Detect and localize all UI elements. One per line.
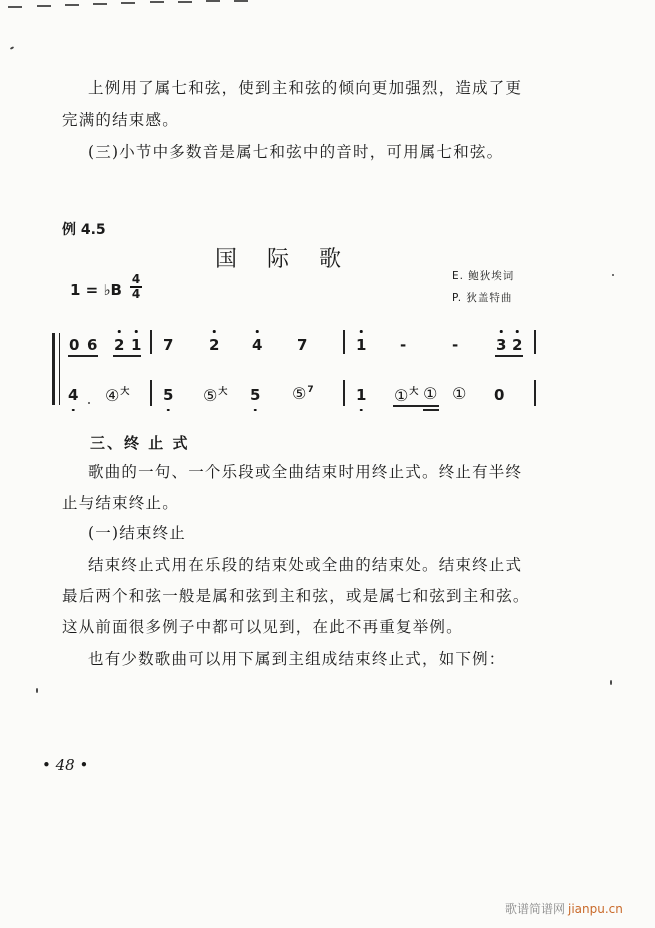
barline [343,380,345,406]
system-brace [52,333,60,405]
time-numerator: 4 [131,272,141,286]
watermark-site: 歌谱简谱网 [505,902,566,916]
watermark-url: jianpu.cn [568,902,623,916]
melody-note: 2 [209,336,219,354]
top-dash [150,1,164,3]
paragraph: 上例用了属七和弦，使到主和弦的倾向更加强烈，造成了更 [88,79,523,97]
lyricist-credit: E. 鲍狄埃词 [452,270,515,282]
top-dash [178,1,192,3]
scan-mark [10,46,14,50]
key-signature: 1 = ♭B [70,281,122,299]
song-title: 国际歌 [215,247,372,272]
melody-note: 4 [252,336,262,354]
barline [150,330,152,354]
augmentation-dot [88,402,90,404]
top-dash [234,0,248,2]
paragraph: 止与结束终止。 [62,494,179,512]
chord-symbol: ①$^大$ [394,386,419,405]
barline [534,380,536,406]
chord-symbol: ④$^大$ [105,386,130,405]
chord-symbol: ⑤$^7$ [292,384,314,403]
scan-mark [610,680,612,685]
melody-note: 3 [496,336,506,354]
paragraph: 这从前面很多例子中都可以见到，在此不再重复举例。 [62,618,463,636]
beam-underline [393,405,439,407]
subheading: (一)结束终止 [88,524,186,542]
top-dash [93,3,107,5]
melody-note: 0 [69,336,80,354]
section-heading: 三、终 止 式 [90,434,190,452]
melody-note: 7 [297,336,308,354]
barline [534,330,536,354]
beam-underline [68,355,98,357]
paragraph: 完满的结束感。 [62,111,179,129]
scan-mark [612,274,614,276]
melody-note: 1 [131,336,141,354]
top-dash [206,0,220,2]
chord-symbol: ① [452,384,467,403]
time-denominator: 4 [131,286,141,301]
paragraph: (三)小节中多数音是属七和弦中的音时，可用属七和弦。 [88,143,504,161]
melody-note: 7 [163,336,174,354]
melody-note: 2 [114,336,124,354]
beam-underline [495,355,523,357]
chord-symbol: ⑤$^大$ [203,386,228,405]
melody-dash: - [400,336,407,354]
paragraph: 最后两个和弦一般是属和弦到主和弦，或是属七和弦到主和弦。 [62,587,530,605]
paragraph: 也有少数歌曲可以用下属到主组成结束终止式，如下例： [88,650,506,668]
beam-underline [113,355,141,357]
chord-root: 5 [250,386,260,404]
top-dash [8,6,22,8]
rest: 0 [494,386,505,404]
melody-dash: - [452,336,459,354]
paragraph: 歌曲的一句、一个乐段或全曲结束时用终止式。终止有半终 [88,463,523,481]
paragraph: 结束终止式用在乐段的结束处或全曲的结束处。结束终止式 [88,556,523,574]
barline [343,330,345,354]
composer-credit: P. 狄盖特曲 [452,292,513,304]
example-label: 例 4.5 [62,222,106,238]
top-dash [65,4,79,6]
top-dash [121,2,135,4]
scan-mark [36,688,38,693]
beam-underline [423,409,439,411]
chord-root: 4 [68,386,78,404]
melody-note: 6 [87,336,98,354]
time-signature [130,273,142,301]
chord-root: 1 [356,386,366,404]
barline [150,380,152,406]
chord-symbol: ① [423,384,438,403]
watermark [505,900,623,917]
page-number: • 48 • [42,756,89,774]
chord-root: 5 [163,386,173,404]
top-dash [37,5,51,7]
melody-note: 1 [356,336,366,354]
melody-note: 2 [512,336,522,354]
